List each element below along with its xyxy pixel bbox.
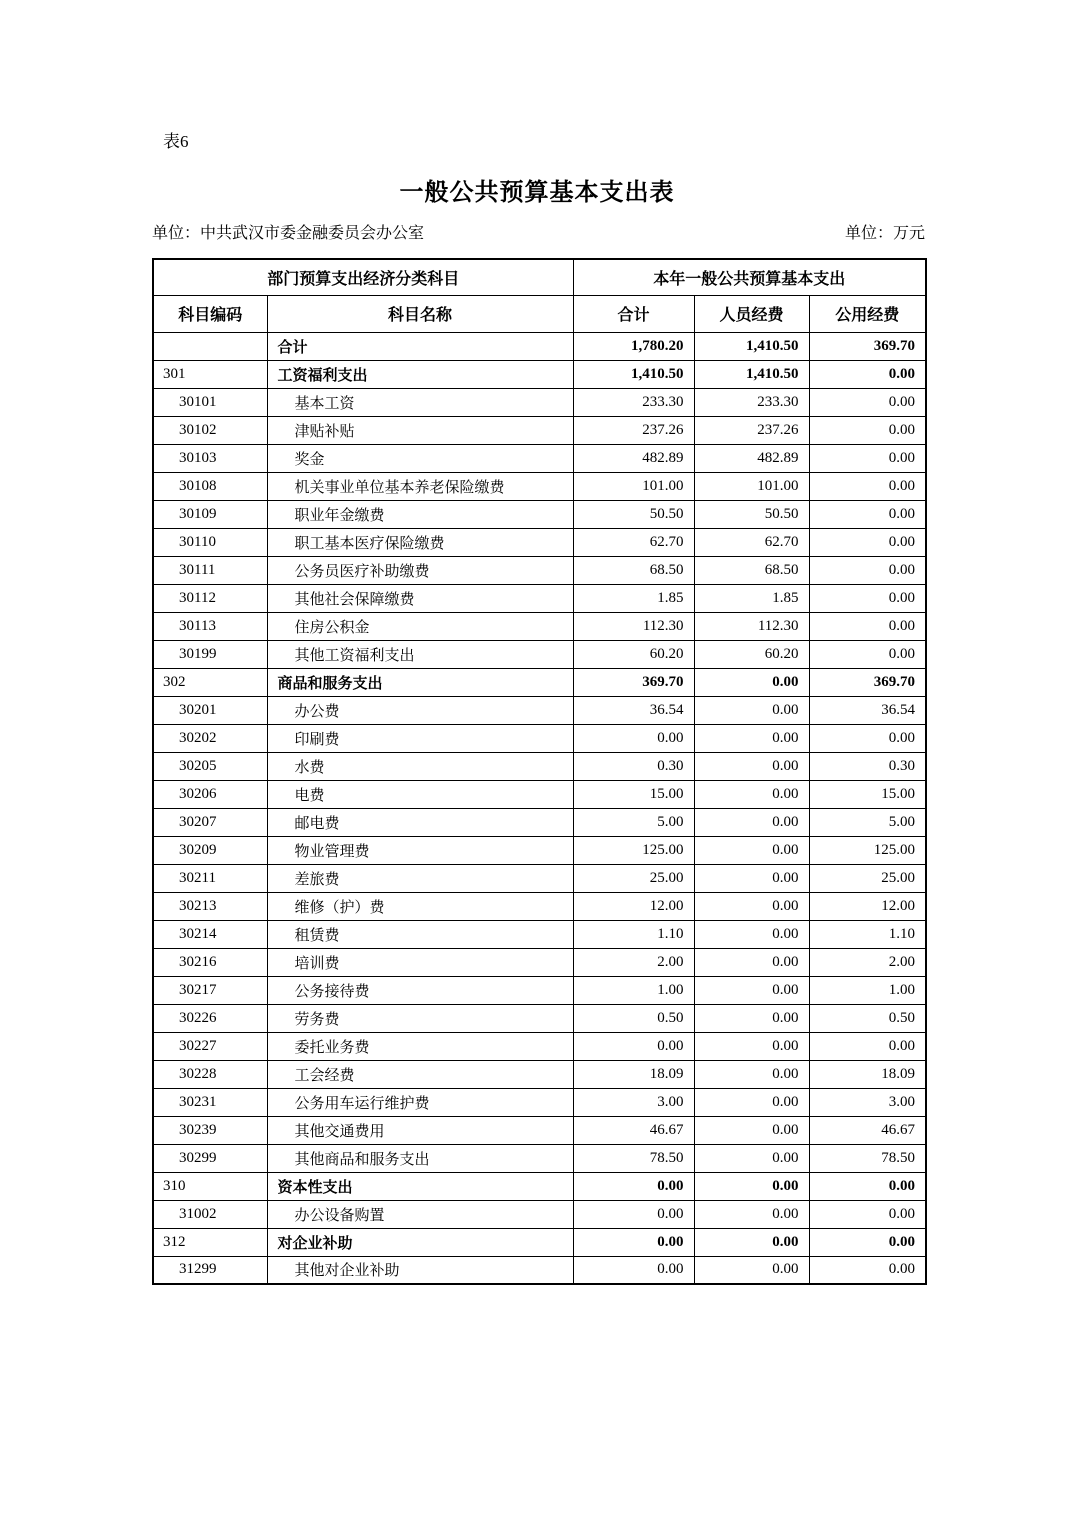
- cell-public: 0.00: [809, 1172, 926, 1200]
- header-group-row: [153, 259, 926, 295]
- table-row: [153, 920, 926, 948]
- cell-code: 312: [153, 1228, 267, 1256]
- table-row: [153, 1172, 926, 1200]
- table-row: [153, 1032, 926, 1060]
- cell-personnel: 237.26: [694, 416, 809, 444]
- cell-code: 30205: [153, 752, 267, 780]
- cell-public: 0.00: [809, 444, 926, 472]
- cell-name: 工资福利支出: [267, 360, 573, 388]
- cell-total: 3.00: [573, 1088, 694, 1116]
- cell-personnel: 233.30: [694, 388, 809, 416]
- cell-code: 302: [153, 668, 267, 696]
- table-row: [153, 724, 926, 752]
- cell-name: 商品和服务支出: [267, 668, 573, 696]
- cell-total: 46.67: [573, 1116, 694, 1144]
- cell-total: 0.00: [573, 1228, 694, 1256]
- cell-personnel: 0.00: [694, 976, 809, 1004]
- cell-code: 30226: [153, 1004, 267, 1032]
- unit-currency: 单位：万元: [844, 225, 925, 242]
- table-row: [153, 836, 926, 864]
- cell-total: 1.85: [573, 584, 694, 612]
- cell-total: 78.50: [573, 1144, 694, 1172]
- table-row: [153, 500, 926, 528]
- cell-personnel: 0.00: [694, 836, 809, 864]
- cell-public: 1.00: [809, 976, 926, 1004]
- table-row: [153, 892, 926, 920]
- cell-public: 369.70: [809, 332, 926, 360]
- unit-organization: 单位：中共武汉市委金融委员会办公室: [152, 225, 425, 242]
- cell-public: 0.00: [809, 1256, 926, 1284]
- cell-code: 30299: [153, 1144, 267, 1172]
- cell-code: 30113: [153, 612, 267, 640]
- cell-personnel: 0.00: [694, 724, 809, 752]
- cell-public: 125.00: [809, 836, 926, 864]
- cell-name: 职业年金缴费: [267, 500, 573, 528]
- cell-personnel: 0.00: [694, 668, 809, 696]
- table-row: [153, 1004, 926, 1032]
- cell-public: 46.67: [809, 1116, 926, 1144]
- table-row: [153, 1200, 926, 1228]
- cell-code: 30211: [153, 864, 267, 892]
- cell-total: 1.00: [573, 976, 694, 1004]
- cell-total: 62.70: [573, 528, 694, 556]
- cell-code: 30101: [153, 388, 267, 416]
- table-row: [153, 696, 926, 724]
- cell-name: 劳务费: [267, 1004, 573, 1032]
- cell-total: 237.26: [573, 416, 694, 444]
- cell-code: 30202: [153, 724, 267, 752]
- cell-public: 0.00: [809, 416, 926, 444]
- column-header-subject-code: 科目编码: [153, 295, 267, 332]
- cell-name: 其他社会保障缴费: [267, 584, 573, 612]
- cell-name: 其他商品和服务支出: [267, 1144, 573, 1172]
- cell-code: 30201: [153, 696, 267, 724]
- cell-total: 1.10: [573, 920, 694, 948]
- cell-name: 公务员医疗补助缴费: [267, 556, 573, 584]
- budget-table: [152, 258, 927, 1285]
- column-header-public-expense: 公用经费: [809, 295, 926, 332]
- cell-code: 30206: [153, 780, 267, 808]
- cell-code: 30103: [153, 444, 267, 472]
- cell-name: 基本工资: [267, 388, 573, 416]
- cell-name: 对企业补助: [267, 1228, 573, 1256]
- table-row: [153, 1088, 926, 1116]
- cell-public: 0.00: [809, 388, 926, 416]
- column-header-personnel-expense: 人员经费: [694, 295, 809, 332]
- cell-name: 机关事业单位基本养老保险缴费: [267, 472, 573, 500]
- cell-public: 0.00: [809, 1228, 926, 1256]
- cell-total: 0.00: [573, 1256, 694, 1284]
- table-row: [153, 1228, 926, 1256]
- cell-personnel: 0.00: [694, 948, 809, 976]
- cell-code: 30216: [153, 948, 267, 976]
- cell-total: 233.30: [573, 388, 694, 416]
- cell-code: 30112: [153, 584, 267, 612]
- cell-personnel: 1,410.50: [694, 360, 809, 388]
- table-row: [153, 808, 926, 836]
- cell-total: 112.30: [573, 612, 694, 640]
- cell-code: 30217: [153, 976, 267, 1004]
- table-row: [153, 360, 926, 388]
- cell-total: 68.50: [573, 556, 694, 584]
- cell-public: 0.00: [809, 528, 926, 556]
- cell-public: 1.10: [809, 920, 926, 948]
- cell-code: 30108: [153, 472, 267, 500]
- cell-personnel: 0.00: [694, 1144, 809, 1172]
- cell-name: 其他对企业补助: [267, 1256, 573, 1284]
- cell-public: 369.70: [809, 668, 926, 696]
- cell-total: 0.00: [573, 1172, 694, 1200]
- table-row: [153, 948, 926, 976]
- cell-public: 0.00: [809, 500, 926, 528]
- cell-code: 301: [153, 360, 267, 388]
- cell-name: 水费: [267, 752, 573, 780]
- column-header-subject-name: 科目名称: [267, 295, 573, 332]
- table-row: [153, 584, 926, 612]
- header-group-classification: 部门预算支出经济分类科目: [153, 259, 573, 295]
- cell-total: 369.70: [573, 668, 694, 696]
- cell-personnel: 0.00: [694, 1004, 809, 1032]
- cell-public: 0.00: [809, 360, 926, 388]
- cell-total: 101.00: [573, 472, 694, 500]
- cell-personnel: 50.50: [694, 500, 809, 528]
- cell-public: 0.00: [809, 1032, 926, 1060]
- cell-total: 5.00: [573, 808, 694, 836]
- cell-total: 1,780.20: [573, 332, 694, 360]
- cell-public: 5.00: [809, 808, 926, 836]
- cell-public: 0.00: [809, 556, 926, 584]
- cell-public: 0.00: [809, 584, 926, 612]
- cell-total: 2.00: [573, 948, 694, 976]
- header-group-current-year: 本年一般公共预算基本支出: [573, 259, 926, 295]
- table-row: [153, 332, 926, 360]
- cell-code: 31299: [153, 1256, 267, 1284]
- cell-personnel: 0.00: [694, 920, 809, 948]
- cell-name: 邮电费: [267, 808, 573, 836]
- cell-name: 培训费: [267, 948, 573, 976]
- cell-name: 公务用车运行维护费: [267, 1088, 573, 1116]
- table-row: [153, 976, 926, 1004]
- cell-name: 电费: [267, 780, 573, 808]
- cell-code: 30227: [153, 1032, 267, 1060]
- cell-personnel: 62.70: [694, 528, 809, 556]
- table-row: [153, 640, 926, 668]
- cell-name: 物业管理费: [267, 836, 573, 864]
- unit-line: [152, 220, 925, 243]
- table-row: [153, 668, 926, 696]
- cell-code: 30213: [153, 892, 267, 920]
- cell-code: 31002: [153, 1200, 267, 1228]
- cell-name: 奖金: [267, 444, 573, 472]
- cell-name: 资本性支出: [267, 1172, 573, 1200]
- table-row: [153, 472, 926, 500]
- cell-name: 维修（护）费: [267, 892, 573, 920]
- cell-name: 合计: [267, 332, 573, 360]
- cell-public: 36.54: [809, 696, 926, 724]
- cell-total: 125.00: [573, 836, 694, 864]
- cell-total: 0.00: [573, 1200, 694, 1228]
- cell-name: 办公费: [267, 696, 573, 724]
- cell-personnel: 0.00: [694, 808, 809, 836]
- cell-public: 25.00: [809, 864, 926, 892]
- cell-public: 0.00: [809, 612, 926, 640]
- cell-total: 25.00: [573, 864, 694, 892]
- cell-personnel: 0.00: [694, 1116, 809, 1144]
- cell-personnel: 0.00: [694, 1060, 809, 1088]
- cell-personnel: 0.00: [694, 1088, 809, 1116]
- cell-total: 0.00: [573, 724, 694, 752]
- cell-personnel: 60.20: [694, 640, 809, 668]
- table-row: [153, 444, 926, 472]
- cell-code: 30214: [153, 920, 267, 948]
- cell-total: 50.50: [573, 500, 694, 528]
- cell-public: 0.00: [809, 724, 926, 752]
- cell-personnel: 0.00: [694, 892, 809, 920]
- table-row: [153, 1256, 926, 1284]
- cell-name: 委托业务费: [267, 1032, 573, 1060]
- cell-code: [153, 332, 267, 360]
- cell-total: 0.30: [573, 752, 694, 780]
- cell-name: 其他工资福利支出: [267, 640, 573, 668]
- cell-name: 其他交通费用: [267, 1116, 573, 1144]
- table-row: [153, 752, 926, 780]
- cell-personnel: 0.00: [694, 780, 809, 808]
- cell-public: 15.00: [809, 780, 926, 808]
- table-number-label: 表6: [163, 132, 189, 151]
- cell-personnel: 68.50: [694, 556, 809, 584]
- cell-code: 30102: [153, 416, 267, 444]
- cell-total: 36.54: [573, 696, 694, 724]
- cell-personnel: 482.89: [694, 444, 809, 472]
- cell-total: 482.89: [573, 444, 694, 472]
- cell-code: 30109: [153, 500, 267, 528]
- cell-public: 0.00: [809, 640, 926, 668]
- table-row: [153, 612, 926, 640]
- cell-code: 310: [153, 1172, 267, 1200]
- cell-personnel: 1.85: [694, 584, 809, 612]
- cell-total: 12.00: [573, 892, 694, 920]
- table-row: [153, 864, 926, 892]
- table-row: [153, 1144, 926, 1172]
- cell-public: 78.50: [809, 1144, 926, 1172]
- cell-name: 租赁费: [267, 920, 573, 948]
- table-header: [153, 259, 926, 332]
- cell-name: 工会经费: [267, 1060, 573, 1088]
- table-row: [153, 416, 926, 444]
- table-row: [153, 780, 926, 808]
- cell-name: 办公设备购置: [267, 1200, 573, 1228]
- cell-personnel: 0.00: [694, 1032, 809, 1060]
- cell-public: 2.00: [809, 948, 926, 976]
- cell-public: 0.50: [809, 1004, 926, 1032]
- cell-personnel: 0.00: [694, 864, 809, 892]
- cell-code: 30209: [153, 836, 267, 864]
- cell-total: 0.50: [573, 1004, 694, 1032]
- cell-personnel: 0.00: [694, 1172, 809, 1200]
- page-title: 一般公共预算基本支出表: [399, 180, 675, 206]
- column-header-total: 合计: [573, 295, 694, 332]
- cell-public: 12.00: [809, 892, 926, 920]
- cell-personnel: 0.00: [694, 696, 809, 724]
- cell-total: 60.20: [573, 640, 694, 668]
- cell-personnel: 101.00: [694, 472, 809, 500]
- cell-personnel: 112.30: [694, 612, 809, 640]
- cell-total: 1,410.50: [573, 360, 694, 388]
- cell-code: 30228: [153, 1060, 267, 1088]
- table-row: [153, 1060, 926, 1088]
- cell-name: 差旅费: [267, 864, 573, 892]
- cell-name: 公务接待费: [267, 976, 573, 1004]
- cell-code: 30111: [153, 556, 267, 584]
- cell-total: 15.00: [573, 780, 694, 808]
- table-row: [153, 556, 926, 584]
- cell-personnel: 1,410.50: [694, 332, 809, 360]
- cell-code: 30207: [153, 808, 267, 836]
- cell-personnel: 0.00: [694, 1200, 809, 1228]
- cell-name: 印刷费: [267, 724, 573, 752]
- cell-code: 30231: [153, 1088, 267, 1116]
- cell-personnel: 0.00: [694, 1256, 809, 1284]
- cell-code: 30239: [153, 1116, 267, 1144]
- table-row: [153, 1116, 926, 1144]
- cell-public: 0.00: [809, 472, 926, 500]
- cell-personnel: 0.00: [694, 1228, 809, 1256]
- cell-public: 3.00: [809, 1088, 926, 1116]
- cell-code: 30110: [153, 528, 267, 556]
- cell-name: 津贴补贴: [267, 416, 573, 444]
- table-body: [153, 332, 926, 1284]
- cell-personnel: 0.00: [694, 752, 809, 780]
- cell-name: 职工基本医疗保险缴费: [267, 528, 573, 556]
- cell-total: 0.00: [573, 1032, 694, 1060]
- cell-public: 18.09: [809, 1060, 926, 1088]
- cell-total: 18.09: [573, 1060, 694, 1088]
- cell-name: 住房公积金: [267, 612, 573, 640]
- table-row: [153, 528, 926, 556]
- table-row: [153, 388, 926, 416]
- cell-public: 0.30: [809, 752, 926, 780]
- cell-public: 0.00: [809, 1200, 926, 1228]
- cell-code: 30199: [153, 640, 267, 668]
- header-columns-row: [153, 295, 926, 332]
